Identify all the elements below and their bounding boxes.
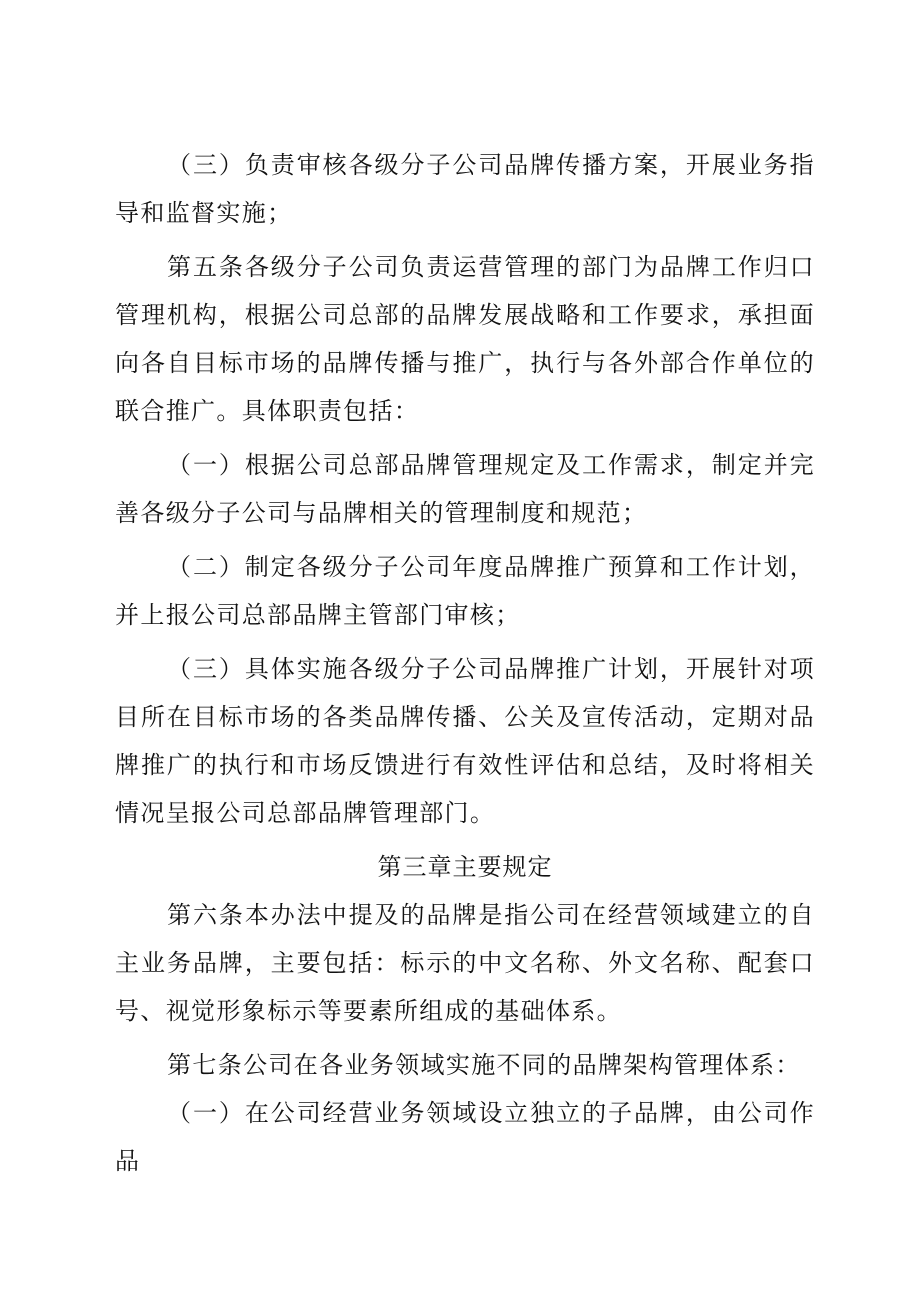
document-body [115,141,815,1185]
paragraph-item-2-budget: （二）制定各级分子公司年度品牌推广预算和工作计划，并上报公司总部品牌主管部门审核； [115,553,815,629]
article-5-label: 第五条 [167,253,245,281]
chapter-heading: 第三章主要规定 [377,853,553,881]
paragraph-item-3-review: （三）负责审核各级分子公司品牌传播方案，开展业务指导和监督实施； [115,151,815,227]
article-6-text: 本办法中提及的品牌是指公司在经营领域建立的自主业务品牌，主要包括：标示的中文名称、外文名称、配套口号、视觉形象标示等要素所组成的基础体系。 [115,901,815,1025]
article-5 [115,243,815,435]
article-5-text: 各级分子公司负责运营管理的部门为品牌工作归口管理机构，根据公司总部的品牌发展战略和工作要求，承担面向各自目标市场的品牌传播与推广，执行与各外部合作单位的联合推广。具体职责包括： [115,253,815,425]
paragraph-item-3-implement: （三）具体实施各级分子公司品牌推广计划，开展针对项目所在目标市场的各类品牌传播、公关及宣传活动，定期对品牌推广的执行和市场反馈进行有效性评估和总结，及时将相关情况呈报公司总部品牌管理部门。 [115,655,815,827]
article-7-label: 第七条 [167,1051,244,1079]
paragraph-item-1-rules: （一）根据公司总部品牌管理规定及工作需求，制定并完善各级分子公司与品牌相关的管理制度和规范； [115,451,815,527]
article-6 [115,891,815,1035]
article-7-text: 公司在各业务领域实施不同的品牌架构管理体系： [243,1051,801,1079]
article-6-label: 第六条 [167,901,245,929]
article-7 [115,1041,815,1089]
paragraph-item-1-subbrand: （一）在公司经营业务领域设立独立的子品牌，由公司作品 [115,1099,815,1175]
